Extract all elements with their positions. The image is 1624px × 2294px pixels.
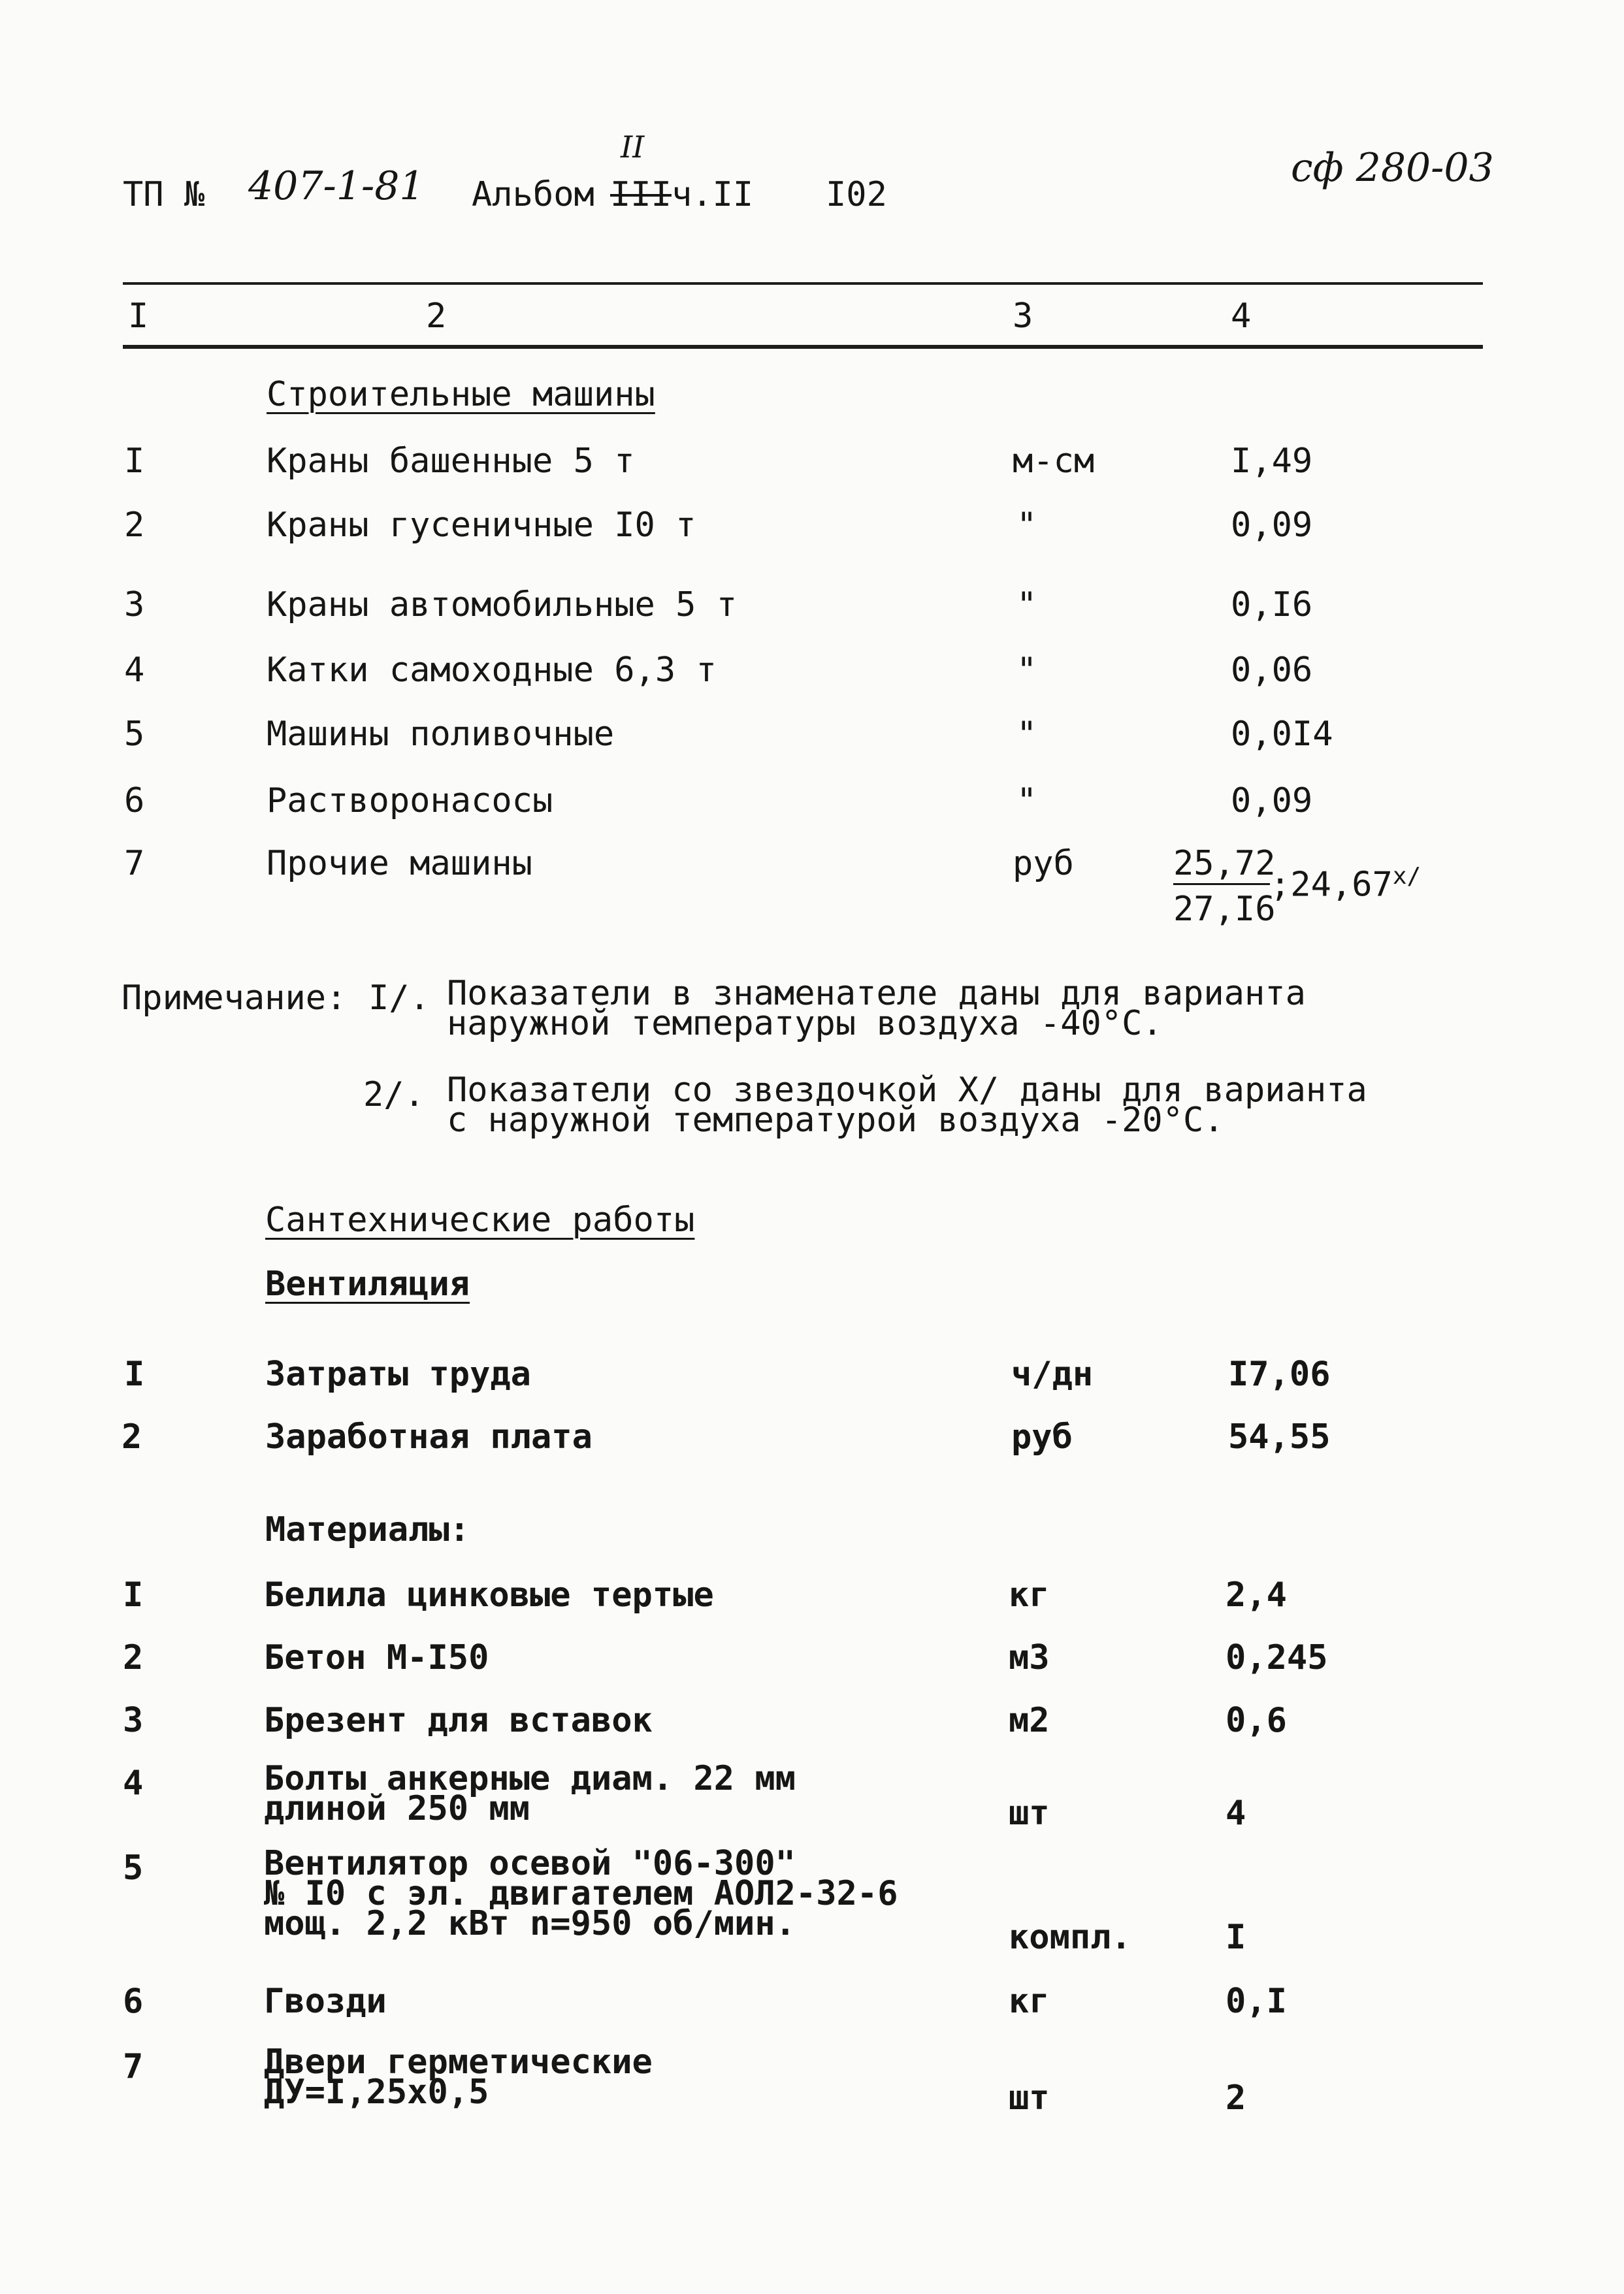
material-name: Бетон М-I50 (264, 1638, 489, 1677)
row-name: Машины поливочные (267, 715, 615, 754)
materials-label: Материалы: (265, 1510, 470, 1549)
material-unit: кг (1009, 1575, 1050, 1615)
row-name: Растворонасосы (267, 781, 553, 820)
column-header-4: 4 (1231, 297, 1252, 336)
material-name: Болты анкерные диам. 22 мм (264, 1759, 796, 1798)
row-unit: ч/дн (1011, 1355, 1094, 1394)
row-value: 0,09 (1231, 781, 1313, 820)
table-header-rule (123, 345, 1483, 349)
material-unit: м2 (1009, 1701, 1050, 1740)
section-subtitle: Вентиляция (265, 1265, 470, 1304)
column-header-3: 3 (1013, 297, 1033, 336)
fraction-denominator: 27,I6 (1173, 890, 1276, 929)
note-1-line-2: наружной температуры воздуха -40°С. (447, 1004, 1163, 1043)
row-unit: руб (1013, 844, 1074, 883)
row-name: Краны гусеничные I0 т (267, 506, 696, 545)
material-unit: кг (1009, 1982, 1050, 2021)
row-value: I,49 (1231, 442, 1313, 481)
section-title: Строительные машины (267, 375, 655, 414)
table-top-rule (123, 282, 1483, 285)
material-value: 2 (1226, 2078, 1246, 2118)
material-unit: шт (1009, 1794, 1050, 1833)
material-unit: компл. (1009, 1918, 1131, 1957)
material-name: Белила цинковые тертые (264, 1575, 714, 1615)
row-unit: " (1016, 651, 1037, 690)
column-header-1: I (128, 297, 149, 336)
material-number: 7 (123, 2047, 144, 2086)
row-value: I7,06 (1228, 1355, 1331, 1394)
material-name-line-2: длиной 250 мм (264, 1789, 530, 1828)
note-label: Примечание: (122, 978, 347, 1018)
fraction-numerator: 25,72 (1173, 844, 1276, 883)
material-unit: м3 (1009, 1638, 1050, 1677)
row-value: 0,06 (1231, 651, 1313, 690)
row-number: 2 (124, 506, 145, 545)
row-number: I (124, 442, 145, 481)
row-unit: " (1016, 781, 1037, 820)
note-1-number: I/. (368, 978, 430, 1018)
row-number: 3 (124, 585, 145, 624)
note-2-line-1: Показатели со звездочкой X/ даны для варианта (447, 1071, 1367, 1110)
row-name: Краны автомобильные 5 т (267, 585, 738, 624)
row-value: 0,0I4 (1231, 715, 1333, 754)
material-number: I (123, 1575, 144, 1615)
material-number: 5 (123, 1849, 144, 1888)
row-name: Катки самоходные 6,3 т (267, 651, 717, 690)
note-1-line-1: Показатели в знаменателе даны для варианта (447, 974, 1306, 1013)
note-2-line-2: с наружной температурой воздуха -20°С. (447, 1101, 1224, 1140)
material-value: 2,4 (1226, 1575, 1287, 1615)
row-unit: " (1016, 585, 1037, 624)
row-unit: руб (1011, 1417, 1073, 1457)
section-title: Сантехнические работы (265, 1201, 695, 1240)
tp-number: 407-1-81 (248, 163, 425, 209)
row-number: 6 (124, 781, 145, 820)
row-number: 4 (124, 651, 145, 690)
value-extra-number: ;24,67 (1270, 865, 1393, 905)
material-value: 0,245 (1226, 1638, 1328, 1677)
material-name: Брезент для вставок (264, 1701, 653, 1740)
asterisk-mark: x/ (1392, 863, 1421, 890)
material-value: I (1226, 1918, 1246, 1957)
album-mark-top: II (621, 129, 645, 165)
note-2-number: 2/. (363, 1075, 425, 1114)
page-number: I02 (826, 175, 887, 214)
row-value: 0,09 (1231, 506, 1313, 545)
album-label: Альбом (472, 175, 594, 214)
document-code: сф 280-03 (1291, 145, 1494, 191)
material-number: 4 (123, 1764, 144, 1803)
column-header-2: 2 (426, 297, 447, 336)
row-unit: " (1016, 506, 1037, 545)
material-name-line-2: ДУ=I,25х0,5 (264, 2073, 489, 2112)
row-name: Заработная плата (265, 1417, 593, 1457)
material-number: 2 (123, 1638, 144, 1677)
row-value: 0,I6 (1231, 585, 1313, 624)
row-unit: " (1016, 715, 1037, 754)
row-name: Прочие машины (267, 844, 532, 883)
material-name: Двери герметические (264, 2043, 653, 2082)
material-unit: шт (1009, 2078, 1050, 2118)
album-mark-crossed: III (610, 175, 672, 214)
fraction-bar (1173, 883, 1270, 885)
row-number: 7 (124, 844, 145, 883)
material-name: Гвозди (264, 1982, 387, 2021)
material-name-line-3: мощ. 2,2 кВт n=950 об/мин. (264, 1904, 796, 1943)
row-number: 5 (124, 715, 145, 754)
material-value: 0,6 (1226, 1701, 1287, 1740)
row-number: I (124, 1355, 145, 1394)
row-value: 54,55 (1228, 1417, 1331, 1457)
tp-label: ТП № (123, 175, 205, 214)
row-name: Краны башенные 5 т (267, 442, 635, 481)
part-label: ч.II (672, 175, 754, 214)
material-value: 0,I (1226, 1982, 1287, 2021)
row-unit: м-см (1013, 442, 1095, 481)
row-number: 2 (122, 1417, 142, 1457)
material-number: 6 (123, 1982, 144, 2021)
row-name: Затраты труда (265, 1355, 531, 1394)
material-name: Вентилятор осевой "06-300" (264, 1844, 796, 1883)
material-number: 3 (123, 1701, 144, 1740)
material-name-line-2: № I0 с эл. двигателем АОЛ2-32-6 (264, 1874, 898, 1913)
value-extra (1270, 857, 1421, 904)
material-value: 4 (1226, 1794, 1246, 1833)
